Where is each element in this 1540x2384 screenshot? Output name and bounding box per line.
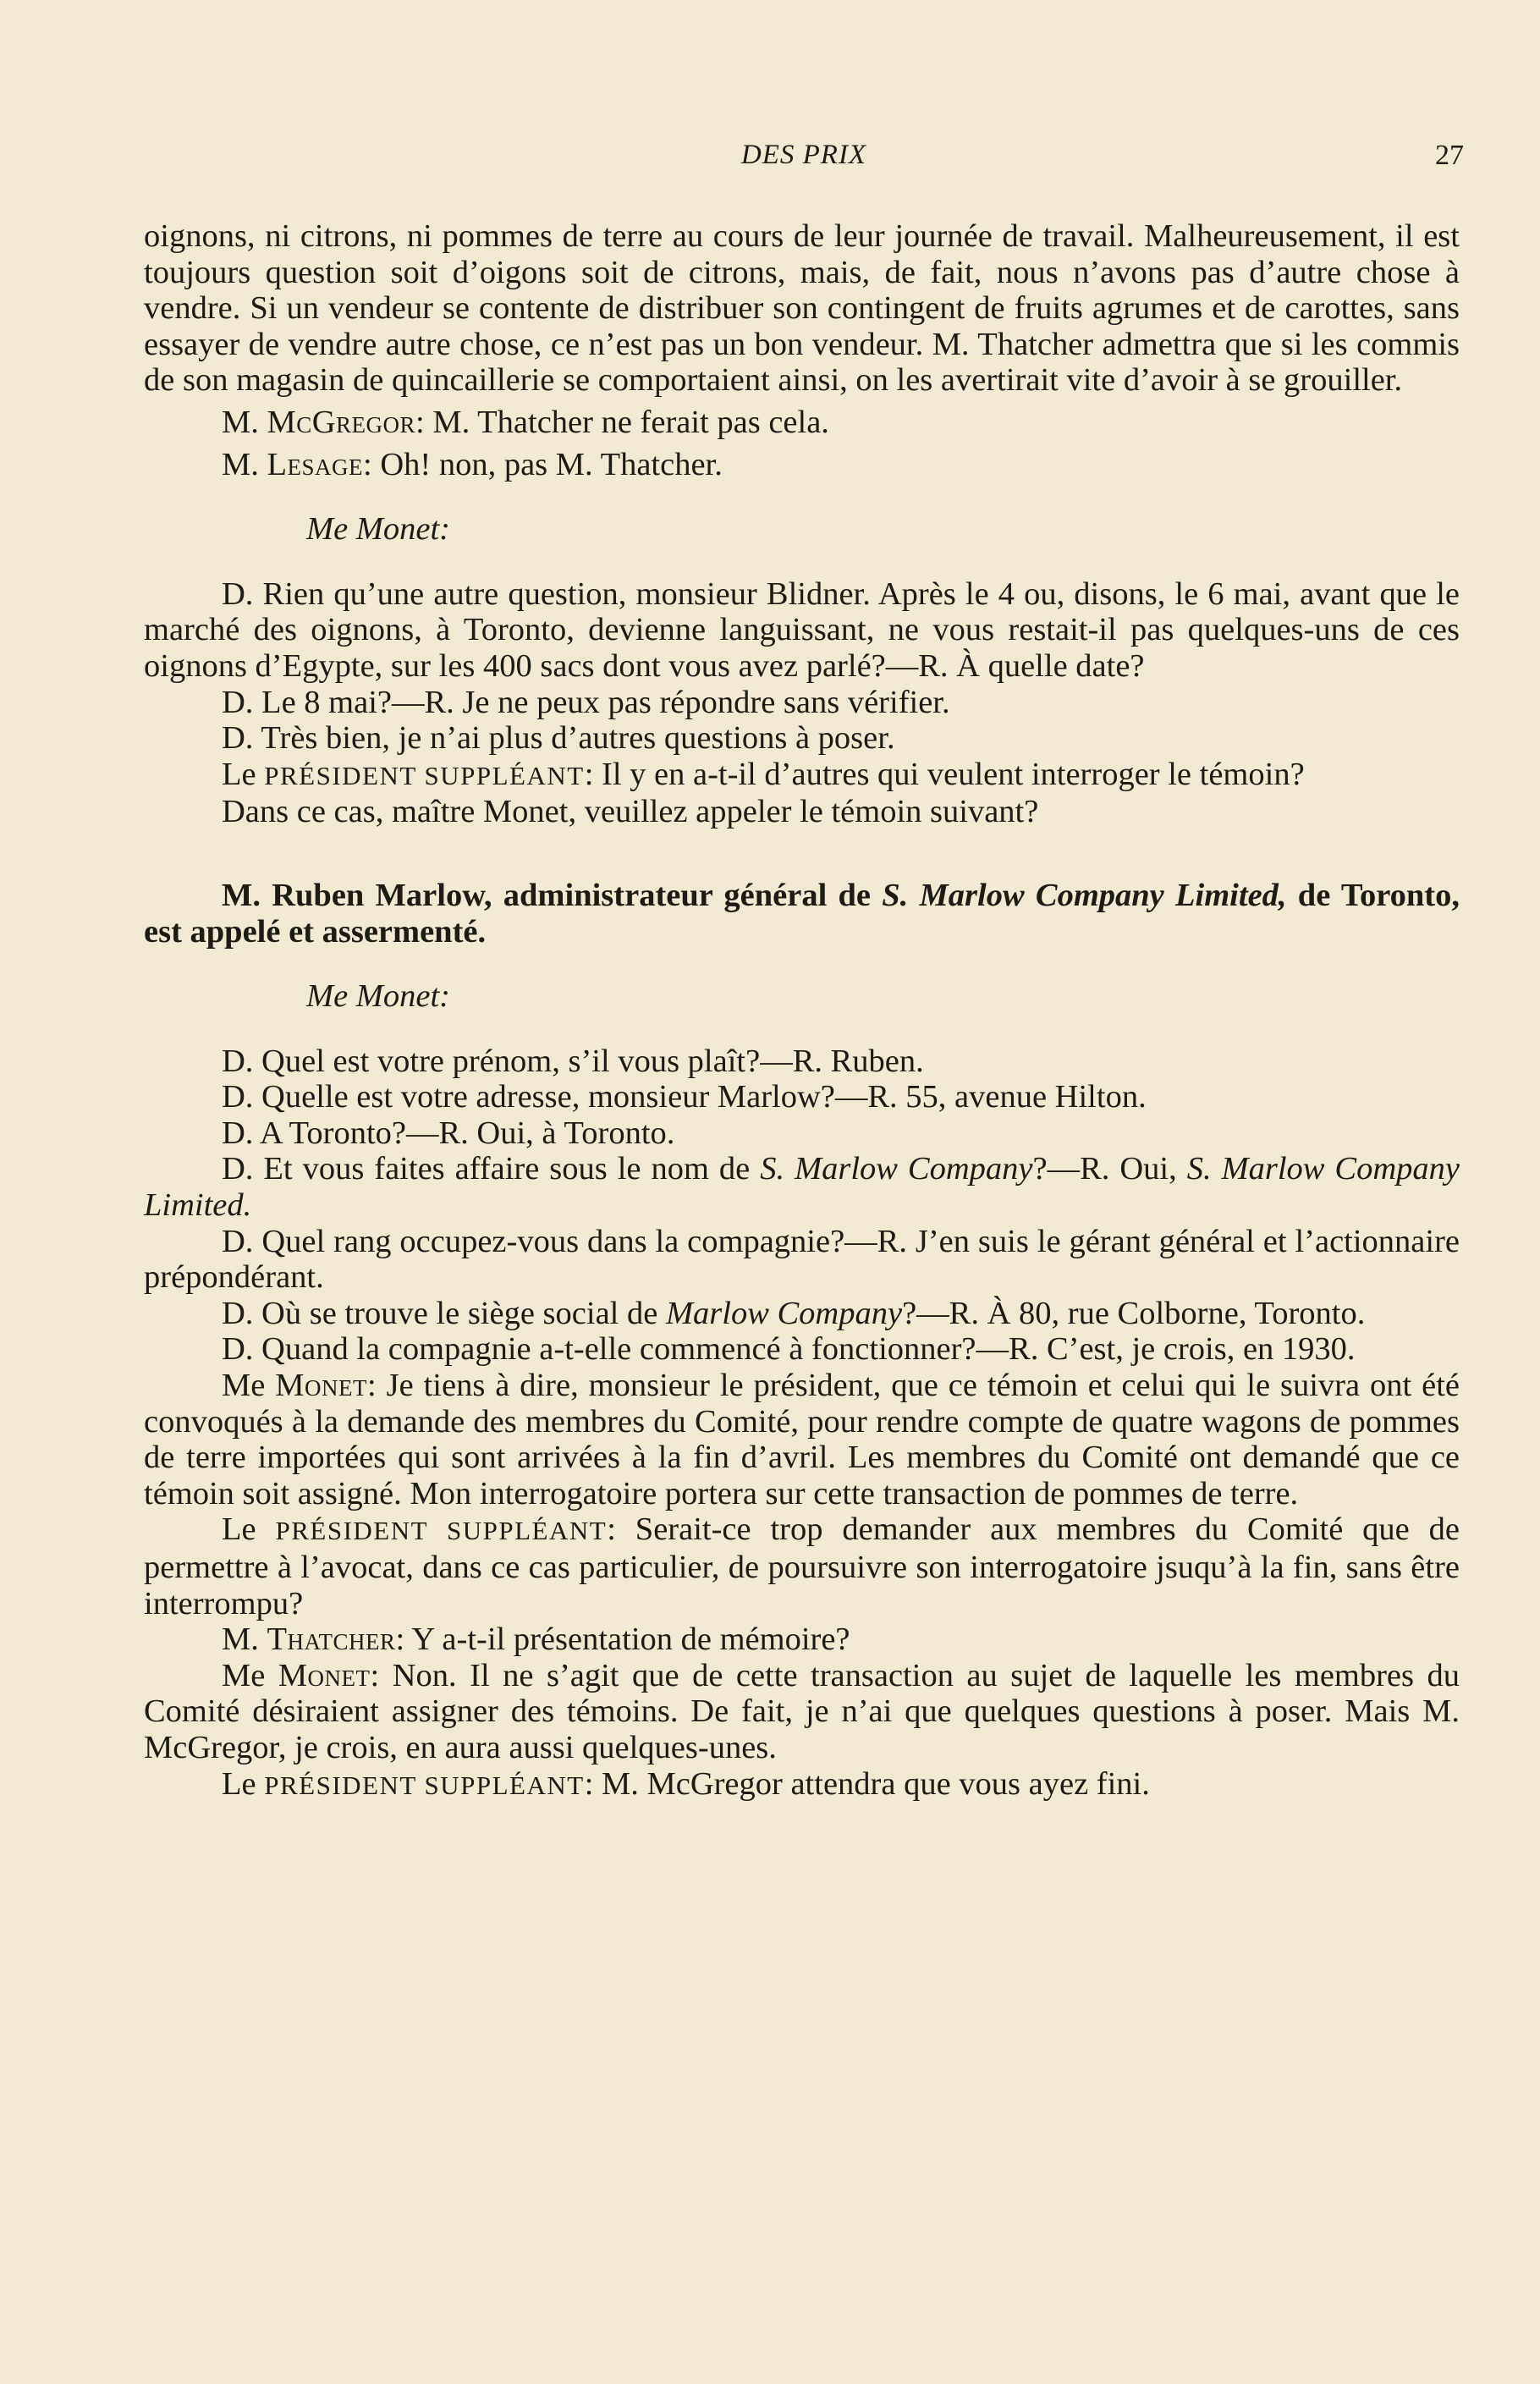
question-answer: D. Quel rang occupez-vous dans la compagnie?—R. J’en suis le gérant général et l’actionnaire prépondérant.: [144, 1223, 1460, 1296]
question-answer: D. Et vous faites affaire sous le nom de S. Marlow Company?—R. Oui, S. Marlow Company Limited.: [144, 1151, 1460, 1224]
speech-president-continued: Dans ce cas, maître Monet, veuillez appeler le témoin suivant?: [222, 794, 1039, 830]
speech-monet: Me Monet: Je tiens à dire, monsieur le président, que ce témoin et celui qui le suivra ont été convoqués à la demande des membres du Comité, pour rendre compte de quatre wagons de pommes de terre importées qui sont arrivées à la fin d’avril. Les membres du Comité ont demandé que ce témoin soit assigné. Mon interrogatoire portera sur cette transaction de pommes de terre.: [144, 1368, 1460, 1511]
question-answer: D. Quelle est votre adresse, monsieur Marlow?—R. 55, avenue Hilton.: [222, 1079, 1147, 1115]
company-name: S. Marlow Company Limited,: [882, 877, 1287, 913]
paragraph-continuation: oignons, ni citrons, ni pommes de terre au cours de leur journée de travail. Malheureusement, il est toujours question soit d’oigons soit de citrons, mais, de fait, nous n’avons pas d’autre chose à vendre. Si un vendeur se contente de distribuer son contingent de fruits agrumes et de carottes, sans essayer de vendre autre chose, ce n’est pas un bon vendeur. M. Thatcher admettra que si les commis de son magasin de quincaillerie se comportaient ainsi, on les avertirait vite d’avoir à se grouiller.: [144, 218, 1460, 399]
speaker-name: McGregor: [267, 404, 416, 440]
page-number: 27: [1435, 140, 1464, 171]
speech-president: Le PRÉSIDENT SUPPLÉANT: M. McGregor attendra que vous ayez fini.: [222, 1765, 1150, 1802]
examiner-label: Me Monet:: [306, 978, 450, 1015]
speaker-name: PRÉSIDENT SUPPLÉANT: [264, 760, 585, 790]
speaker-name: PRÉSIDENT SUPPLÉANT: [264, 1770, 585, 1800]
speech-thatcher: M. Thatcher: Y a-t-il présentation de mémoire?: [222, 1621, 850, 1658]
examiner-label: Me Monet:: [306, 511, 450, 548]
question-answer: D. Le 8 mai?—R. Je ne peux pas répondre sans vérifier.: [222, 684, 950, 720]
question-answer: D. Quand la compagnie a-t-elle commencé à fonctionner?—R. C’est, je crois, en 1930.: [222, 1331, 1356, 1368]
page-header: [144, 140, 1464, 182]
speaker-name: Lesage: [267, 446, 364, 482]
speech-president: Le PRÉSIDENT SUPPLÉANT: Il y en a-t-il d’autres qui veulent interroger le témoin?: [222, 756, 1305, 792]
page-body: [144, 218, 1460, 1803]
speaker-name: Thatcher: [267, 1621, 396, 1658]
speaker-name: PRÉSIDENT SUPPLÉANT: [275, 1516, 608, 1546]
speech-lesage: M. Lesage: Oh! non, pas M. Thatcher.: [222, 446, 723, 482]
running-title: DES PRIX: [740, 140, 867, 170]
question-answer: D. Rien qu’une autre question, monsieur Blidner. Après le 4 ou, disons, le 6 mai, avant que le marché des oignons, à Toronto, devienne languissant, ne vous restait-il pas quelques-uns de ces oignons d’Egypte, sur les 400 sacs dont vous avez parlé?—R. À quelle date?: [144, 575, 1460, 684]
speaker-name: Monet: [275, 1368, 367, 1404]
speech-monet: Me Monet: Non. Il ne s’agit que de cette transaction au sujet de laquelle les membres du Comité désiraient assigner des témoins. De fait, je n’ai que quelques questions à poser. Mais M. McGregor, je crois, en aura aussi quelques-unes.: [144, 1657, 1460, 1765]
witness-introduction: M. Ruben Marlow, administrateur général de S. Marlow Company Limited, de Toronto, est appelé et assermenté.: [144, 877, 1460, 950]
question-answer: D. A Toronto?—R. Oui, à Toronto.: [222, 1115, 675, 1151]
question-answer: D. Quel est votre prénom, s’il vous plaît?—R. Ruben.: [222, 1043, 924, 1079]
speech-mcgregor: M. McGregor: M. Thatcher ne ferait pas cela.: [222, 404, 829, 440]
speaker-name: Monet: [278, 1657, 371, 1693]
question-answer: D. Où se trouve le siège social de Marlow Company?—R. À 80, rue Colborne, Toronto.: [222, 1295, 1366, 1331]
question-answer: D. Très bien, je n’ai plus d’autres questions à poser.: [222, 720, 895, 757]
speech-president: Le PRÉSIDENT SUPPLÉANT: Serait-ce trop demander aux membres du Comité que de permettre à l’avocat, dans ce cas particulier, de poursuivre son interrogatoire jsuqu’à la fin, sans être interrompu?: [144, 1511, 1460, 1621]
